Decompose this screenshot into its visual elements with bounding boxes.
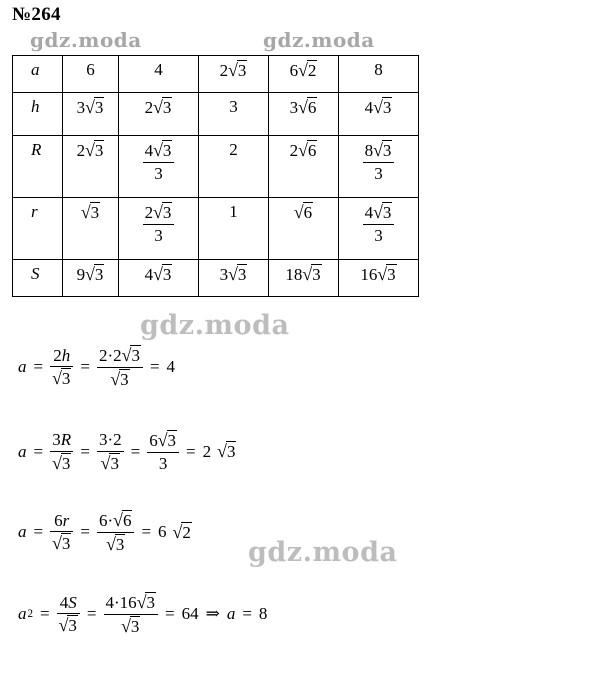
denominator xyxy=(143,163,175,184)
fraction xyxy=(97,345,143,389)
radicand: 3 xyxy=(162,203,172,222)
table-cell xyxy=(199,136,269,198)
radical-sign: √ xyxy=(106,533,116,554)
radicand: 6 xyxy=(303,203,313,222)
fraction xyxy=(57,593,80,636)
number-text: 18 xyxy=(285,265,303,284)
radicand: 3 xyxy=(115,534,125,554)
number-text: 4 xyxy=(154,60,163,79)
table-row xyxy=(13,93,419,136)
square-root xyxy=(52,533,71,554)
denominator xyxy=(143,225,175,246)
radicand: 3 xyxy=(226,442,236,462)
radical-sign: √ xyxy=(302,264,313,284)
number-text: 4 xyxy=(144,265,154,284)
row-label: a xyxy=(13,56,63,93)
radical-sign: √ xyxy=(113,510,123,530)
table-cell xyxy=(269,198,339,260)
radicand: 3 xyxy=(382,141,392,160)
number-text: 4 xyxy=(59,592,69,612)
row-label: r xyxy=(13,198,63,260)
number-text: 6 xyxy=(86,60,95,79)
fraction xyxy=(97,510,134,554)
denominator xyxy=(104,615,158,637)
number-text: 4·16 xyxy=(105,593,137,612)
equation-from-area xyxy=(18,592,267,636)
numerator xyxy=(147,430,179,453)
numerator xyxy=(363,202,395,225)
square-root xyxy=(302,264,321,285)
radical-sign: √ xyxy=(157,430,168,450)
denominator xyxy=(50,367,73,389)
radical-sign: √ xyxy=(110,368,121,389)
radical-sign: √ xyxy=(85,264,95,284)
radical-sign: √ xyxy=(298,140,308,160)
number-text: 2 xyxy=(144,98,154,117)
radicand: 3 xyxy=(167,431,177,450)
radicand: 3 xyxy=(131,346,140,365)
operator: = xyxy=(164,604,175,624)
radical-sign: √ xyxy=(85,97,95,117)
radicand: 3 xyxy=(61,453,71,473)
variable: R xyxy=(60,430,72,449)
square-root xyxy=(228,264,247,285)
equation-from-inradius xyxy=(18,510,192,554)
radical-sign: √ xyxy=(377,264,388,284)
square-root xyxy=(85,264,104,285)
radicand: 2 xyxy=(307,61,317,80)
radical-sign: √ xyxy=(293,202,304,222)
fraction xyxy=(147,430,179,473)
table-cell xyxy=(119,136,199,198)
radical-sign: √ xyxy=(228,60,238,80)
radicand: 3 xyxy=(312,265,321,284)
variable: a xyxy=(18,441,27,461)
fraction xyxy=(143,140,175,183)
operator: = xyxy=(86,604,97,624)
radicand: 3 xyxy=(387,265,396,284)
table-cell xyxy=(63,260,119,297)
watermark-top-right: gdz.moda xyxy=(263,28,375,52)
denominator xyxy=(147,453,179,474)
square-root xyxy=(137,592,156,613)
exponent: 2 xyxy=(27,608,34,621)
radicand: 3 xyxy=(110,453,119,473)
radical-sign: √ xyxy=(172,521,183,542)
watermark-bottom: gdz.moda xyxy=(248,537,398,568)
radical-sign: √ xyxy=(153,202,163,222)
radical-sign: √ xyxy=(100,452,111,473)
number-text: 2 xyxy=(144,203,154,222)
table-cell xyxy=(119,56,199,93)
fraction xyxy=(143,202,175,245)
table-cell xyxy=(339,136,419,198)
radicand: 3 xyxy=(94,98,104,117)
radical-sign: √ xyxy=(52,368,62,389)
numerator xyxy=(143,202,175,225)
number-text: 4 xyxy=(364,203,374,222)
equation-from-circumradius xyxy=(18,430,236,473)
square-root xyxy=(153,140,172,161)
number-text: 2 xyxy=(229,140,238,159)
radicand: 3 xyxy=(237,61,247,80)
variable: h xyxy=(61,345,71,365)
radicand: 3 xyxy=(90,203,100,222)
square-root xyxy=(113,510,132,531)
numerator xyxy=(363,140,395,163)
operator: = xyxy=(130,441,141,461)
fraction xyxy=(363,140,395,183)
number-text: 3 xyxy=(374,163,383,183)
row-label: S xyxy=(13,260,63,297)
radicand: 2 xyxy=(182,522,191,542)
table-cell xyxy=(339,56,419,93)
square-root xyxy=(106,534,125,555)
number-text: 3 xyxy=(229,97,238,116)
radicand: 3 xyxy=(162,141,172,160)
operator: = xyxy=(141,522,152,542)
watermark-top-left: gdz.moda xyxy=(30,28,142,52)
number-text: 2 xyxy=(53,345,62,365)
square-root xyxy=(101,453,120,474)
radicand: 3 xyxy=(61,369,71,389)
square-root xyxy=(373,202,392,223)
number-text: 64 xyxy=(181,604,199,624)
variable: r xyxy=(62,510,70,530)
number-text: 3 xyxy=(158,453,168,473)
table-row xyxy=(13,56,419,93)
operator: = xyxy=(40,604,50,624)
number-text: 2 xyxy=(202,441,212,461)
number-text: 6· xyxy=(98,511,114,530)
denominator xyxy=(363,163,395,184)
denominator xyxy=(363,225,395,246)
number-text: 3 xyxy=(374,225,383,245)
operator: = xyxy=(80,441,90,461)
table-cell xyxy=(269,136,339,198)
number-text: 3·2 xyxy=(98,430,122,449)
table-cell xyxy=(269,260,339,297)
equation-from-height xyxy=(18,345,175,389)
table-cell xyxy=(63,136,119,198)
denominator xyxy=(57,614,80,636)
operator: = xyxy=(80,357,90,377)
table-cell xyxy=(119,260,199,297)
radical-sign: √ xyxy=(121,615,131,636)
numerator xyxy=(104,592,158,615)
radicand: 3 xyxy=(382,203,392,222)
number-text: 2 xyxy=(219,61,229,80)
square-root xyxy=(217,441,236,462)
numerator xyxy=(97,430,124,452)
number-text: 2 xyxy=(76,141,86,160)
square-root xyxy=(377,264,396,285)
square-root xyxy=(122,345,141,366)
square-root xyxy=(158,430,177,451)
radical-sign: √ xyxy=(85,140,95,160)
radicand: 3 xyxy=(94,265,104,284)
radical-sign: √ xyxy=(136,592,147,612)
denominator xyxy=(97,452,124,474)
square-root xyxy=(173,522,192,543)
number-text: 3 xyxy=(52,430,61,449)
numerator xyxy=(97,510,134,533)
operator: = xyxy=(80,522,90,542)
radical-sign: √ xyxy=(52,533,62,554)
square-root xyxy=(298,140,317,161)
square-root xyxy=(52,453,71,474)
radical-sign: √ xyxy=(153,140,163,160)
table-cell xyxy=(339,198,419,260)
radicand: 3 xyxy=(120,369,129,389)
radical-sign: √ xyxy=(217,441,227,462)
square-root xyxy=(59,615,78,636)
table-cell xyxy=(199,93,269,136)
table-cell xyxy=(269,93,339,136)
radical-sign: √ xyxy=(298,60,308,80)
numerator xyxy=(50,430,73,452)
table-cell xyxy=(119,93,199,136)
denominator xyxy=(50,532,73,554)
operator: ⇒ xyxy=(205,604,220,624)
radical-sign: √ xyxy=(228,264,238,284)
number-text: 3 xyxy=(76,98,86,117)
numerator xyxy=(97,345,143,368)
square-root xyxy=(153,202,172,223)
square-root xyxy=(121,616,140,637)
radical-sign: √ xyxy=(373,140,383,160)
number-text: 8 xyxy=(364,141,374,160)
square-root xyxy=(85,140,104,161)
square-root xyxy=(81,202,100,223)
radicand: 6 xyxy=(307,98,317,117)
fraction xyxy=(50,430,73,473)
square-root xyxy=(228,60,247,81)
square-root xyxy=(298,60,317,81)
number-text: 16 xyxy=(360,265,378,284)
variable: a xyxy=(18,357,27,377)
table-cell xyxy=(63,93,119,136)
radical-sign: √ xyxy=(121,345,132,365)
number-text: 3 xyxy=(289,98,299,117)
number-text: 4 xyxy=(364,98,374,117)
fraction xyxy=(104,592,158,636)
problem-number: №264 xyxy=(12,4,61,25)
table-cell xyxy=(63,56,119,93)
number-text: 8 xyxy=(258,604,268,624)
table-row xyxy=(13,260,419,297)
fraction xyxy=(363,202,395,245)
square-root xyxy=(373,97,392,118)
square-root xyxy=(373,140,392,161)
table-row xyxy=(13,198,419,260)
radicand: 3 xyxy=(68,616,77,636)
radicand: 3 xyxy=(61,534,71,554)
table-cell xyxy=(339,93,419,136)
values-table xyxy=(12,55,419,297)
table-cell xyxy=(339,260,419,297)
square-root xyxy=(298,97,317,118)
number-text: 1 xyxy=(229,202,238,221)
numerator xyxy=(57,593,80,615)
variable: S xyxy=(68,592,77,612)
denominator xyxy=(97,368,143,390)
number-text: 6 xyxy=(289,61,299,80)
denominator xyxy=(50,452,73,474)
numerator xyxy=(143,140,175,163)
variable: a xyxy=(18,522,27,542)
number-text: 3 xyxy=(219,265,229,284)
operator: = xyxy=(33,357,44,377)
radicand: 3 xyxy=(130,616,140,636)
radical-sign: √ xyxy=(373,202,383,222)
number-text: 2 xyxy=(289,141,299,160)
square-root xyxy=(85,97,104,118)
radicand: 3 xyxy=(382,98,392,117)
number-text: 6 xyxy=(54,510,63,530)
radicand: 3 xyxy=(146,593,155,612)
radicand: 3 xyxy=(94,141,104,160)
number-text: 8 xyxy=(374,60,383,79)
radicand: 3 xyxy=(162,98,172,117)
square-root xyxy=(153,264,172,285)
number-text: 9 xyxy=(76,265,86,284)
square-root xyxy=(110,369,129,390)
operator: = xyxy=(33,441,44,461)
watermark-middle: gdz.moda xyxy=(140,310,290,341)
number-text: 2·2 xyxy=(98,346,122,365)
square-root xyxy=(153,97,172,118)
radicand: 3 xyxy=(162,265,172,284)
number-text: 6 xyxy=(149,431,158,450)
radicand: 6 xyxy=(307,141,317,160)
table-cell xyxy=(269,56,339,93)
radical-sign: √ xyxy=(373,97,383,117)
number-text: 3 xyxy=(154,163,163,183)
operator: = xyxy=(242,604,252,624)
radicand: 3 xyxy=(237,265,247,284)
row-label: R xyxy=(13,136,63,198)
square-root xyxy=(294,202,313,223)
number-text: 6 xyxy=(158,522,167,542)
operator: = xyxy=(33,522,44,542)
table-cell xyxy=(63,198,119,260)
radical-sign: √ xyxy=(153,97,163,117)
row-label: h xyxy=(13,93,63,136)
operator: = xyxy=(149,357,160,377)
table-cell xyxy=(119,198,199,260)
table-cell xyxy=(199,56,269,93)
square-root xyxy=(52,368,71,389)
variable: a xyxy=(226,604,236,624)
fraction xyxy=(50,346,73,389)
radical-sign: √ xyxy=(52,452,62,473)
radicand: 6 xyxy=(122,511,132,530)
radical-sign: √ xyxy=(153,264,163,284)
fraction xyxy=(97,430,124,473)
variable: a xyxy=(18,604,27,624)
radical-sign: √ xyxy=(80,202,91,222)
table-cell xyxy=(199,198,269,260)
table-row xyxy=(13,136,419,198)
fraction xyxy=(50,511,73,554)
numerator xyxy=(50,511,73,533)
number-text: 4 xyxy=(166,357,176,377)
number-text: 4 xyxy=(144,141,154,160)
operator: = xyxy=(186,441,196,461)
radical-sign: √ xyxy=(298,97,308,117)
denominator xyxy=(97,533,134,555)
numerator xyxy=(50,346,73,368)
table-cell xyxy=(199,260,269,297)
radical-sign: √ xyxy=(58,615,69,636)
number-text: 3 xyxy=(154,225,163,245)
